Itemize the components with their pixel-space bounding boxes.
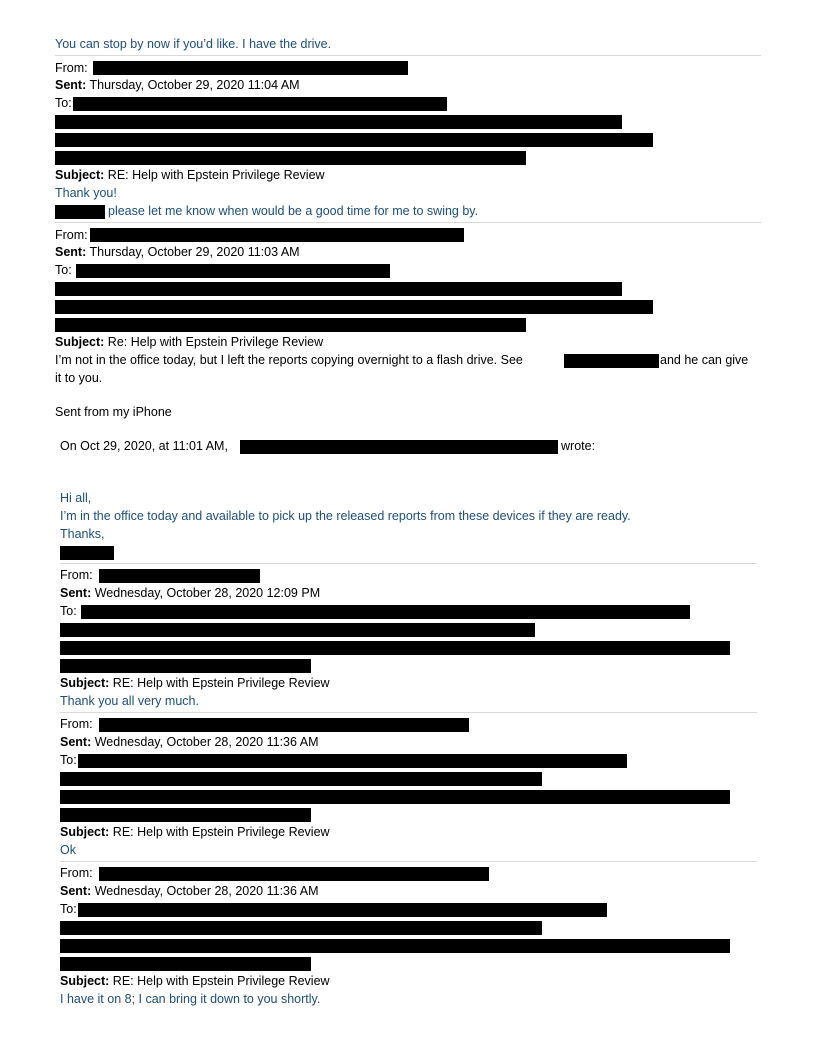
redaction-bar [60,790,730,804]
subject-label: Subject: [55,335,105,349]
redaction-bar [60,921,542,935]
subject-value: Re: Help with Epstein Privilege Review [107,335,324,349]
redaction-bar [55,282,622,296]
redaction-bar [99,718,469,732]
redaction-bar [81,605,690,619]
redaction-bar [60,623,535,637]
sent-line [55,243,300,261]
from-label: From: [55,61,88,75]
signature: Sent from my iPhone [55,405,172,419]
email-body-line: I’m not in the office today, but I left the reports copying overnight to a flash drive. See [55,353,523,367]
quoted-greeting: Hi all, [60,491,92,505]
sent-line [60,882,319,900]
redaction-bar [93,61,408,75]
redaction-bar [78,903,607,917]
from-label: From: [55,228,88,242]
sent-value: Wednesday, October 28, 2020 11:36 AM [94,884,319,898]
sent-line [60,584,320,602]
to-label: To: [60,902,77,916]
redaction-bar [90,228,464,242]
redaction-bar [55,318,526,332]
subject-label: Subject: [55,168,105,182]
sent-label: Sent: [55,245,87,259]
sent-value: Thursday, October 29, 2020 11:03 AM [89,245,300,259]
separator [60,712,757,713]
sent-label: Sent: [60,586,92,600]
redaction-bar [76,264,390,278]
from-label: From: [60,717,93,731]
email-body-line: I have it on 8; I can bring it down to you shortly. [60,992,321,1006]
email-body-line: Thank you all very much. [60,694,199,708]
sent-value: Wednesday, October 28, 2020 11:36 AM [94,735,319,749]
subject-value: RE: Help with Epstein Privilege Review [112,974,330,988]
quote-wrote: wrote: [561,439,596,453]
to-label: To: [60,753,77,767]
email-body-line: Ok [60,843,76,857]
sent-label: Sent: [60,884,92,898]
redaction-bar [55,133,653,147]
separator [55,222,761,223]
separator [60,861,757,862]
to-label: To: [60,604,77,618]
from-label: From: [60,866,93,880]
subject-value: RE: Help with Epstein Privilege Review [112,825,330,839]
sent-line [60,733,319,751]
sent-line [55,76,300,94]
redaction-bar [55,300,653,314]
subject-line [55,166,325,184]
quoted-body: I’m in the office today and available to pick up the released reports from these devices if they are ready. [60,509,631,523]
to-label: To: [55,96,72,110]
redaction-bar [60,772,542,786]
separator [60,563,757,564]
to-label: To: [55,263,72,277]
quoted-thanks: Thanks, [60,527,105,541]
sent-label: Sent: [55,78,87,92]
email-body-line: Thank you! [55,186,117,200]
redaction-bar [78,754,627,768]
sent-label: Sent: [60,735,92,749]
subject-value: RE: Help with Epstein Privilege Review [112,676,330,690]
email-body-line: it to you. [55,371,103,385]
from-label: From: [60,568,93,582]
subject-line [55,333,323,351]
redaction-bar [60,546,114,560]
redaction-bar [60,808,311,822]
redaction-bar [60,939,730,953]
subject-label: Subject: [60,676,110,690]
subject-line [60,823,330,841]
email-body-line: please let me know when would be a good time for me to swing by. [108,204,479,218]
subject-label: Subject: [60,974,110,988]
subject-label: Subject: [60,825,110,839]
redaction-bar [55,151,526,165]
separator [55,55,761,56]
redaction-bar [240,440,558,454]
redaction-bar [99,569,260,583]
subject-line [60,972,330,990]
subject-line [60,674,330,692]
redaction-bar [60,659,311,673]
redaction-bar [60,641,730,655]
subject-value: RE: Help with Epstein Privilege Review [107,168,325,182]
redaction-bar [73,97,447,111]
redaction-bar [55,205,105,219]
redaction-bar [564,354,659,368]
redaction-bar [60,957,311,971]
sent-value: Wednesday, October 28, 2020 12:09 PM [94,586,321,600]
redaction-bar [99,867,489,881]
email-body-line: and he can give [660,353,749,367]
sent-value: Thursday, October 29, 2020 11:04 AM [89,78,300,92]
top-reply-text: You can stop by now if you’d like. I have the drive. [55,37,332,51]
quote-intro: On Oct 29, 2020, at 11:01 AM, [60,439,228,453]
redaction-bar [55,115,622,129]
